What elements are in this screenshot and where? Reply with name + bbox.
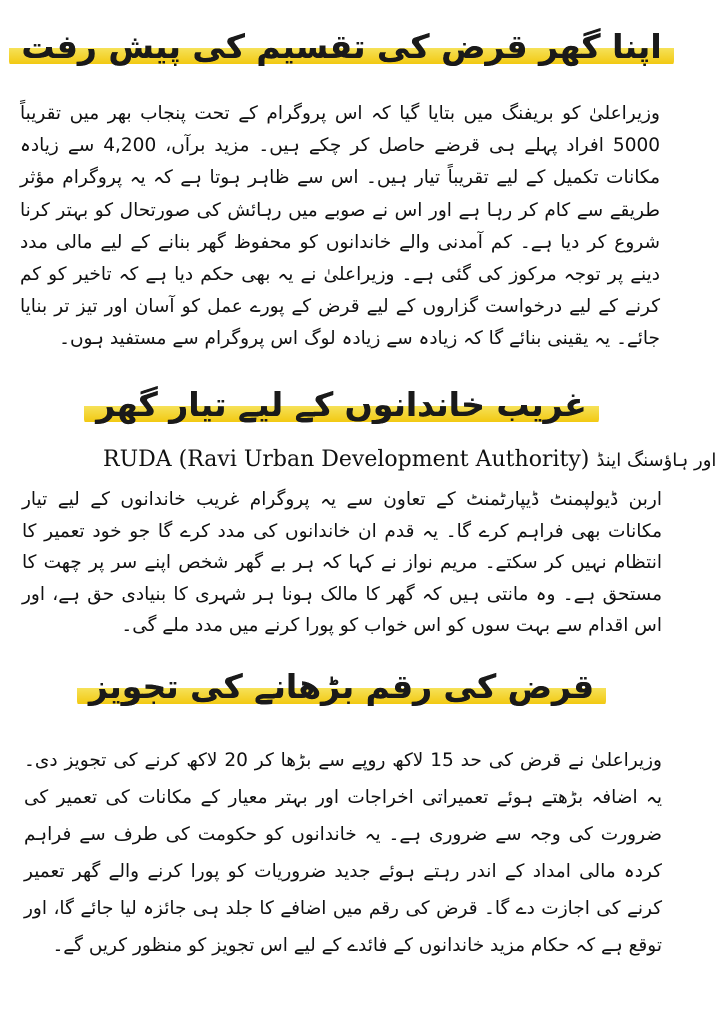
authority-conjunction-urdu: اور ہاؤسنگ اینڈ — [596, 450, 716, 471]
authority-name-latin: RUDA (Ravi Urban Development Authority) — [103, 447, 590, 472]
section-heading-loan-progress — [0, 27, 683, 67]
section-heading-text: غریب خاندانوں کے لیے تیار گھر — [84, 388, 599, 425]
section-heading-text: قرض کی رقم بڑھانے کی تجویز — [77, 670, 606, 707]
paragraph-loan-increase: وزیراعلیٰ نے قرض کی حد 15 لاکھ روپے سے بڑھا کر 20 لاکھ کرنے کی تجویز دی۔ یہ اضافہ بڑھتے ہوئے تعمیراتی اخراجات اور بہتر معیار کے مکانات کی تعمیر کی ضرورت کی وجہ سے ضروری ہے۔ یہ خاندانوں کو حکومت کی طرف سے فراہم کردہ مالی امداد کے اندر رہتے ہوئے جدید ضروریات کو پورا کرنے والے گھر تعمیر کرنے کی اجازت دے گا۔ قرض کی رقم میں اضافے کا جلد ہی جائزہ لیا جائے گا، اور توقع ہے کہ حکام مزید خاندانوں کے فائدے کے لیے اس تجویز کو منظور کریں گے۔ — [24, 750, 662, 956]
section-heading-ready-houses — [0, 385, 683, 425]
paragraph-ready-houses: اربن ڈیولپمنٹ ڈیپارٹمنٹ کے تعاون سے یہ پروگرام غریب خاندانوں کے لیے تیار مکانات بھی فراہم کرے گا۔ یہ قدم ان خاندانوں کی مدد کرے گا جو خود تعمیر کا انتظام نہیں کر سکتے۔ مریم نواز نے کہا کہ ہر بے گھر شخص اپنے سر پر چھت کا مستحق ہے۔ وہ مانتی ہیں کہ گھر کا مالک ہونا ہر شہری کا بنیادی حق ہے، اور اس اقدام سے بہت سوں کو اس خواب کو پورا کرنے میں مدد ملے گی۔ — [22, 489, 662, 636]
authority-line — [103, 447, 716, 472]
section-heading-loan-increase — [0, 667, 683, 707]
section-heading-text: اپنا گھر قرض کی تقسیم کی پیش رفت — [9, 30, 673, 67]
paragraph-loan-progress: وزیراعلیٰ کو بریفنگ میں بتایا گیا کہ اس پروگرام کے تحت پنجاب بھر میں تقریباً 5000 افراد پہلے ہی قرضے حاصل کر چکے ہیں۔ مزید برآں، 4,200 سے زیادہ مکانات تکمیل کے لیے تقریباً تیار ہیں۔ اس سے ظاہر ہوتا ہے کہ یہ پروگرام مؤثر طریقے سے کام کر رہا ہے اور اس نے صوبے میں رہائش کی صورتحال کو بہتر کرنا شروع کر دیا ہے۔ کم آمدنی والے خاندانوں کو محفوظ گھر بنانے کے لیے مالی مدد دینے پر توجہ مرکوز کی گئی ہے۔ وزیراعلیٰ نے یہ بھی حکم دیا ہے کہ تاخیر کو کم کرنے کے لیے درخواست گزاروں کے لیے قرض کے پورے عمل کو آسان اور تیز تر بنایا جائے۔ یہ یقینی بنائے گا کہ زیادہ سے زیادہ لوگ اس پروگرام سے مستفید ہوں۔ — [20, 103, 661, 350]
